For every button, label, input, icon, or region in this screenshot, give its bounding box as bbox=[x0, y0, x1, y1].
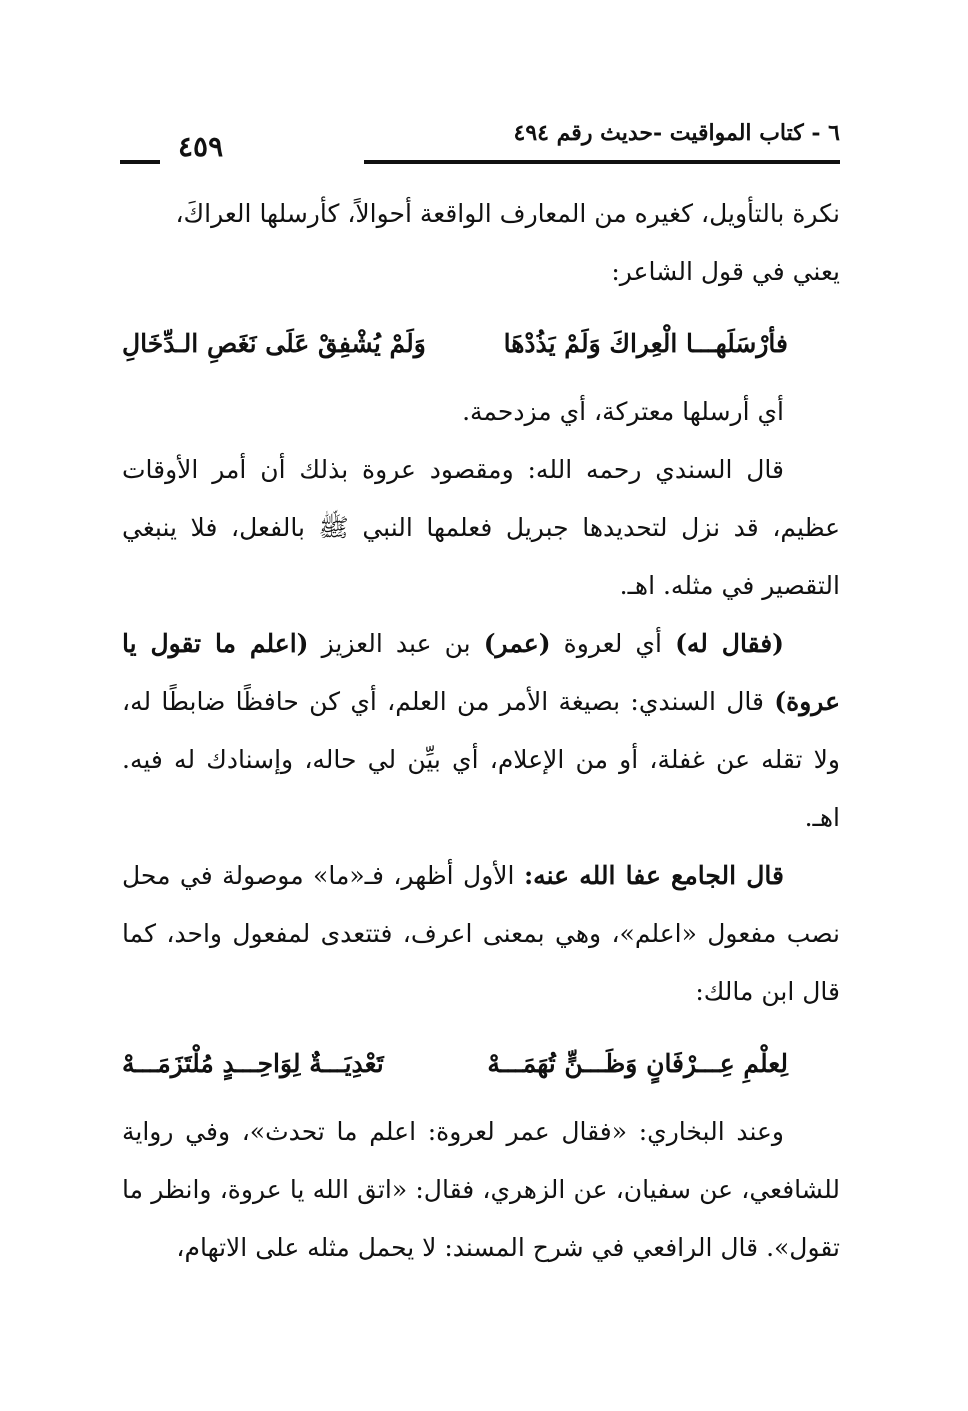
verse-first-hemistich: فأرْسَلَهـــا الْعِراكَ وَلَمْ يَذُدْهَا bbox=[503, 329, 788, 358]
paragraph-bukhari-narration: وعند البخاري: «فقال عمر لعروة: اعلم ما تحدث»، وفي رواية للشافعي، عن سفيان، عن الزهري، فقال: «اتق الله يا عروة، وانظر ما تقول». قال الرافعي في شرح المسند: لا يحمل مثله على الاتهام، bbox=[122, 1117, 840, 1262]
poetry-verse bbox=[122, 1035, 840, 1093]
hadith-text: (عمر) bbox=[483, 629, 551, 658]
paragraph-explanation: أي أرسلها معتركة، أي مزدحمة. bbox=[462, 397, 784, 426]
intro-line: يعني في قول الشاعر: bbox=[611, 257, 840, 286]
paragraph-sindi-quote: قال السندي رحمه الله: ومقصود عروة بذلك أن أمر الأوقات عظيم، قد نزل لتحديدها جبريل فعلمها النبي ﷺ بالفعل، فلا ينبغي التقصير في مثله. اهـ. bbox=[122, 455, 840, 600]
page-body bbox=[122, 185, 840, 1277]
commentary-text: قال السندي: بصيغة الأمر من العلم، أي كن حافظًا ضابطًا له، ولا تقله عن غفلة، أو من الإعلام، أي بيِّن لي حاله، وإسنادك له فيه. اهـ. bbox=[122, 687, 840, 832]
page-header bbox=[120, 120, 840, 170]
chapter-title: ٦ - كتاب المواقيت -حديث رقم ٤٩٤ bbox=[513, 120, 840, 146]
poetry-verse bbox=[122, 315, 840, 373]
compiler-heading: قال الجامع عفا الله عنه: bbox=[523, 861, 785, 890]
verse-second-hemistich: وَلَمْ يُشْفِقْ عَلَى نَغَصِ الـدِّخَالِ bbox=[122, 329, 426, 358]
hadith-text: (اعلم ما تقول يا عروة) bbox=[122, 629, 840, 716]
header-rule bbox=[364, 160, 840, 164]
hadith-text: (فقال له) bbox=[675, 629, 784, 658]
verse-first-hemistich: لِعلْمِ عِـــرْفَانٍ وَظَـــنٍّ تُهَمَـــهْ bbox=[487, 1049, 788, 1078]
verse-second-hemistich: تَعْدِيَـــةٌ لِوَاحِـــدٍ مُلْتَزَمَـــهْ bbox=[122, 1049, 384, 1078]
page-number-rule bbox=[120, 160, 160, 164]
paragraph-hadith-commentary bbox=[122, 615, 840, 847]
paragraph-compiler-note bbox=[122, 847, 840, 1021]
commentary-text: بن عبد العزيز bbox=[308, 629, 484, 658]
paragraph-intro bbox=[122, 185, 840, 301]
page-number: ٤٥٩ bbox=[178, 130, 224, 163]
intro-line: نكرة بالتأويل، كغيره من المعارف الواقعة أحوالاً، كأرسلها العراكَ، bbox=[175, 199, 840, 228]
compiler-text: الأول أظهر، فـ«ما» موصولة في محل نصب مفعول «اعلم»، وهي بمعنى اعرف، فتتعدى لمفعول واحد، كما قال ابن مالك: bbox=[122, 861, 840, 1006]
commentary-text: أي لعروة bbox=[550, 629, 676, 658]
